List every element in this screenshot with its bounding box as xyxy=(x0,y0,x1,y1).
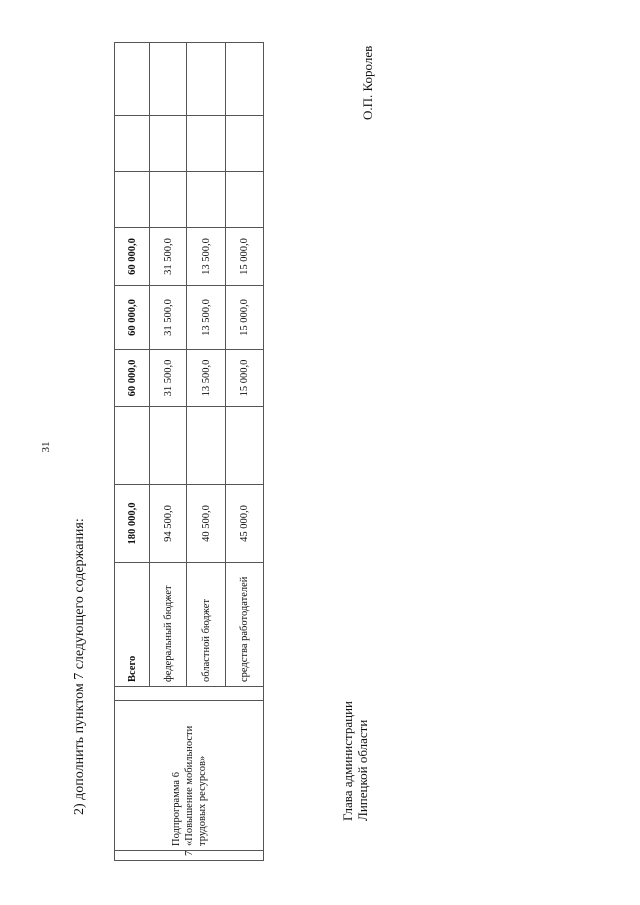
value-cell: 31 500,0 xyxy=(150,228,187,286)
signer-title-line1: Глава администрации xyxy=(340,700,355,821)
value-cell xyxy=(187,43,226,116)
row-number-cell: 7 xyxy=(115,851,264,861)
value-cell: 60 000,0 xyxy=(115,350,150,407)
value-cell: 180 000,0 xyxy=(115,485,150,563)
program-name-line: «Повышение мобильности xyxy=(183,725,195,846)
signer-name: О.П. Королев xyxy=(360,45,375,120)
value-cell xyxy=(226,43,264,116)
value-cell xyxy=(226,172,264,228)
value-cell: 31 500,0 xyxy=(150,286,187,350)
value-cell xyxy=(115,116,150,172)
program-name-line: Подпрограмма 6 xyxy=(170,772,182,846)
signer-title-line2: Липецкой области xyxy=(355,719,370,821)
value-cell xyxy=(150,407,187,485)
value-cell: 15 000,0 xyxy=(226,286,264,350)
funding-source-cell: федеральный бюджет xyxy=(150,563,187,687)
value-cell xyxy=(115,43,150,116)
value-cell: 15 000,0 xyxy=(226,228,264,286)
page-number: 31 xyxy=(40,441,52,453)
value-cell: 13 500,0 xyxy=(187,350,226,407)
value-cell xyxy=(115,172,150,228)
value-cell xyxy=(187,172,226,228)
value-cell xyxy=(150,172,187,228)
value-cell: 60 000,0 xyxy=(115,228,150,286)
value-cell: 94 500,0 xyxy=(150,485,187,563)
signer-title xyxy=(340,701,370,821)
blank-cell xyxy=(115,687,264,701)
program-name-line: трудовых ресурсов» xyxy=(196,755,208,846)
table-row xyxy=(115,43,150,861)
funding-source-cell: областной бюджет xyxy=(187,563,226,687)
value-cell xyxy=(187,407,226,485)
value-cell: 13 500,0 xyxy=(187,228,226,286)
value-cell xyxy=(115,407,150,485)
value-cell: 15 000,0 xyxy=(226,350,264,407)
funding-source-cell: средства работодателей xyxy=(226,563,264,687)
budget-table xyxy=(114,42,264,861)
funding-source-cell: Всего xyxy=(115,563,150,687)
value-cell xyxy=(150,116,187,172)
value-cell xyxy=(226,116,264,172)
value-cell: 60 000,0 xyxy=(115,286,150,350)
value-cell: 45 000,0 xyxy=(226,485,264,563)
value-cell xyxy=(150,43,187,116)
value-cell xyxy=(226,407,264,485)
program-name-cell xyxy=(115,701,264,851)
intro-text: 2) дополнить пунктом 7 следующего содержания: xyxy=(72,518,87,815)
value-cell: 31 500,0 xyxy=(150,350,187,407)
value-cell xyxy=(187,116,226,172)
value-cell: 13 500,0 xyxy=(187,286,226,350)
value-cell: 40 500,0 xyxy=(187,485,226,563)
